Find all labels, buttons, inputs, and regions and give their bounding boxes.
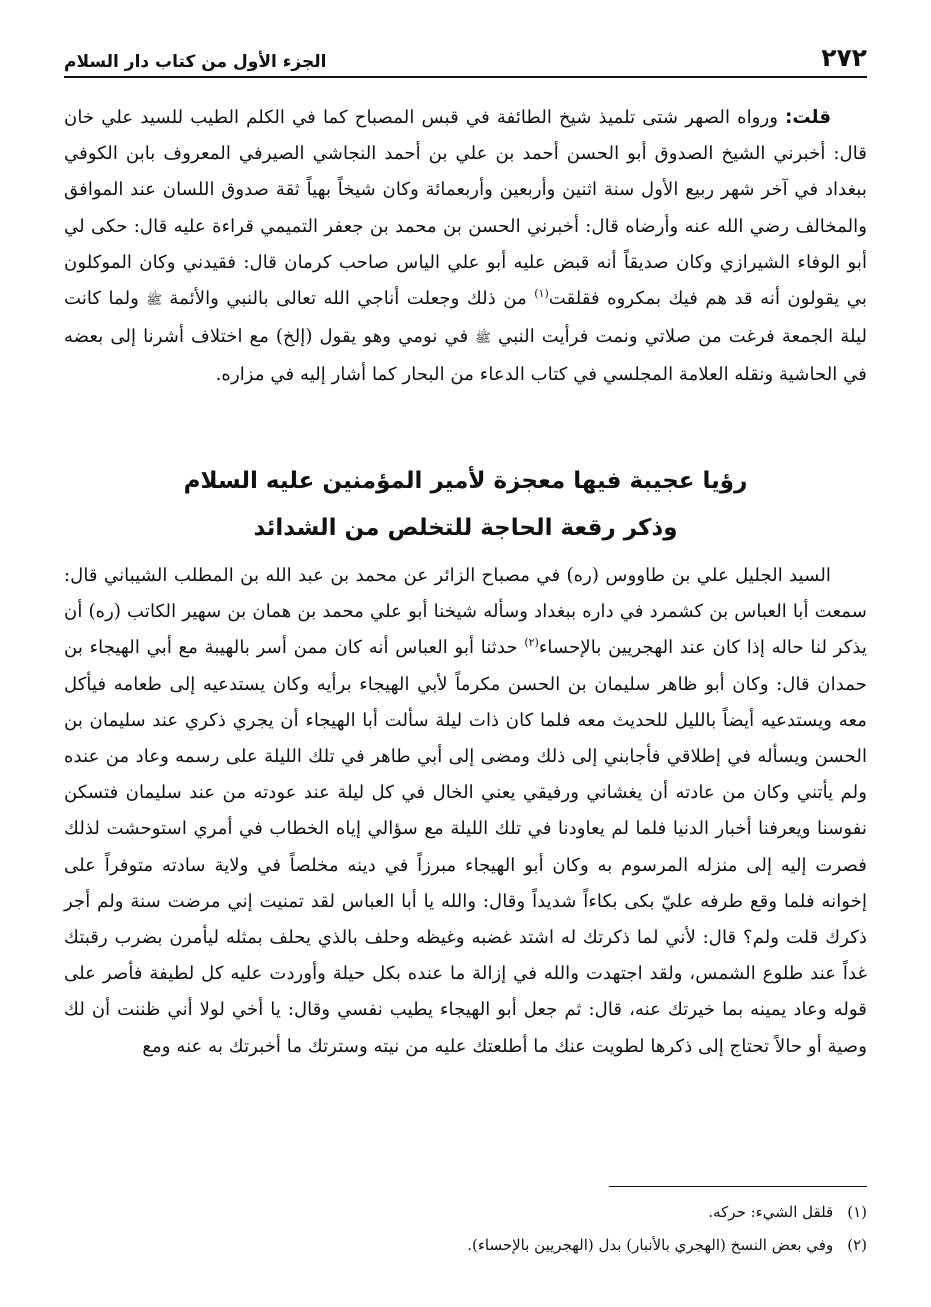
page-header	[64, 26, 867, 78]
footnote-2	[64, 1229, 867, 1262]
paragraph-2	[64, 558, 867, 1065]
paragraph-1-text-d: في نومي وهو يقول (إلخ) مع اختلاف أشرنا إلى بعضه في الحاشية ونقله العلامة المجلسي في كتاب الدعاء من البحار كما أشار إليه في مزاره.	[64, 326, 867, 386]
paragraph-1-text-a: ورواه الصهر شتى تلميذ شيخ الطائفة في قبس المصباح كما في الكلم الطيب للسيد علي خان قال: أخبرني الشيخ الصدوق أبو الحسن أحمد بن علي بن أحمد النجاشي الصيرفي المعروف بابن الكوفي ببغداد في آخر شهر ربيع الأول سنة اثنين وأربعين وأربعمائة وكان شيخاً بهياً ثقة صدوق اللسان عند الموافق والمخالف رضي الله عنه وأرضاه قال: أخبرني الحسن بن محمد بن جعفر التميمي قراءة عليه قال: حكى لي أبو الوفاء الشيرازي وكان صديقاً أنه قبض عليه أبو علي الياس صاحب كرمان قال: فقيدني وكان الموكلون بي يقولون أنه قد هم فيك بمكروه فقلقت	[64, 107, 867, 310]
paragraph-2-text-b: حدثنا أبو العباس أنه كان ممن أسر بالهيبة مع أبي الهيجاء بن حمدان قال: وكان أبو ظاهر سليمان بن الحسن مكرماً لأبي الهيجاء برأيه وكان يستدعيه إلى طعامه فيأكل معه ويستدعيه أيضاً بالليل للحديث معه فلما كان ذات ليلة سألت أبا الهيجاء أن يجري ذكري عند سليمان بن الحسن ويسأله في إطلاقي فأجابني إلى ذلك ومضى إلى أبي طاهر في تلك الليلة على رسمه وعاد من عنده ولم يأتني وكان من عادته أن يغشاني ورفيقي يعني الخال في كل ليلة عند عودته من عند سليمان فتسكن نفوسنا ويعرفنا أخبار الدنيا فلما لم يعاودنا في تلك الليلة مع سؤالي إياه الخطاب في أمري استوحشت لذلك فصرت إليه إلى منزله المرسوم به وكان أبو الهيجاء مبرزاً في دينه مخلصاً في ولاية سادته متوفراً على إخوانه فلما وقع طرفه عليّ بكى بكاءاً شديداً وقال: والله يا أبا العباس لقد تمنيت إني مرضت سنة ولم أجر ذكرك قلت ولم؟ قال: لأني لما ذكرتك له اشتد غضبه وغيظه وحلف بالذي يحلف بمثله ليأمرن بضرب رقبتك غداً عند طلوع الشمس، ولقد اجتهدت والله في إزالة ما عنده بكل حيلة وأوردت عليه كل لطيفة فأصر على قوله وعاد يمينه بما خيرتك عنه، قال: ثم جعل أبو الهيجاء يطيب نفسي وقال: يا أخي لولا أني ظننت أن لك وصية أو حالاً تحتاج إلى ذكرها لطويت عنك ما أطلعتك عليه من نيته وسترتك ما أخبرتك به عنه ومع	[64, 637, 867, 1057]
paragraph-2-text-a: السيد الجليل علي بن طاووس (ره) في مصباح الزائر عن محمد بن عبد الله بن المطلب الشيباني قال: سمعت أبا العباس بن كشمرد في داره ببغداد وسأله شيخنا أبو علي محمد بن همان بن سهير الكاتب (ره) أن يذكر لنا حاله إذا كان عند الهجريين بالإحساء	[64, 565, 867, 659]
footnote-divider	[609, 1186, 867, 1187]
section-heading-line-2: وذكر رقعة الحاجة للتخلص من الشدائد	[253, 515, 678, 541]
footnote-marker: (٢)	[847, 1236, 867, 1254]
footnote-text: قلقل الشيء: حركه.	[708, 1203, 834, 1221]
footnote-1	[64, 1196, 867, 1229]
section-heading	[64, 458, 867, 552]
honorific-glyph: ﷺ	[475, 331, 492, 347]
footnote-ref-1[interactable]: (١)	[534, 286, 549, 300]
honorific-glyph: ﷺ	[146, 293, 163, 309]
paragraph-1	[64, 100, 867, 394]
section-heading-line-1: رؤيا عجيبة فيها معجزة لأمير المؤمنين عليه السلام	[183, 468, 748, 494]
footnote-ref-2[interactable]: (٢)	[524, 636, 539, 650]
paragraph-1-text-b: من ذلك وجعلت أناجي الله تعالى بالنبي والأئمة	[162, 288, 535, 310]
footnotes	[64, 1196, 867, 1262]
footnote-text: وفي بعض النسخ (الهجري بالأنبار) بدل (الهجريين بالإحساء).	[467, 1236, 834, 1254]
page-number: ٢٧٢	[821, 43, 867, 72]
footnote-marker: (١)	[847, 1203, 867, 1221]
running-title: الجزء الأول من كتاب دار السلام	[64, 52, 327, 72]
lead-word: قلت:	[785, 107, 831, 128]
paragraph-1-text-c: ولما كانت ليلة الجمعة فرغت من صلاتي ونمت فرأيت النبي	[64, 288, 868, 348]
